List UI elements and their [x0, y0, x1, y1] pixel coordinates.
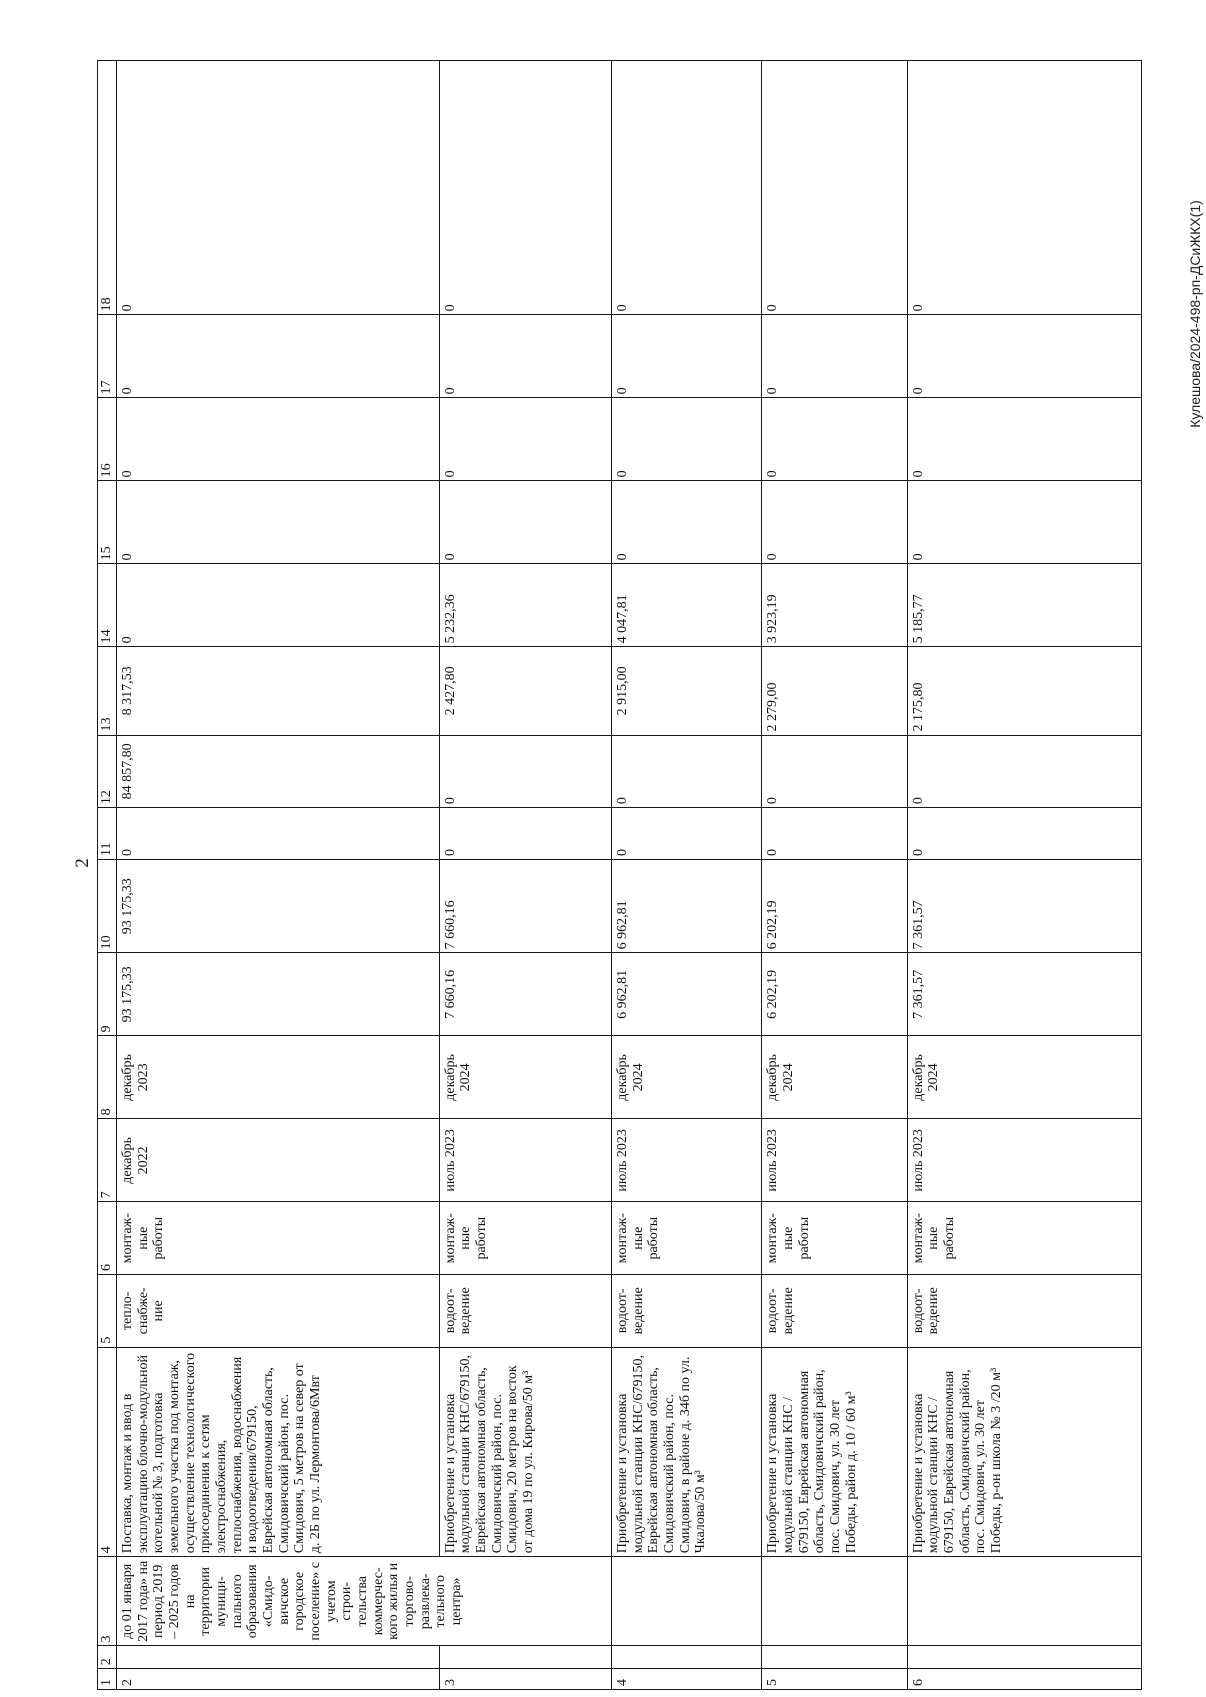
- cell-c10: 7 361,57: [907, 860, 1141, 953]
- column-number: 13: [98, 647, 117, 735]
- column-number: 12: [98, 735, 117, 808]
- cell-work-type: монтаж-ные работы: [907, 1202, 1141, 1275]
- cell-start-date: июль 2023: [439, 1119, 611, 1202]
- cell-c15: 0: [117, 481, 440, 564]
- cell-c14: 5 232,36: [439, 564, 611, 647]
- cell-row-number: 3: [439, 1669, 611, 1690]
- cell-c16: 0: [611, 398, 761, 481]
- cell-row-number: 2: [117, 1669, 440, 1690]
- cell-program-name: до 01 января 2017 года» на период 2019 – 2025 годов на территории муници-пального образования «Смидо-вичское городское поселение» с учетом строи-тельства коммерчес-кого жилья и торгово-развлека-тельного центра»: [117, 1557, 612, 1646]
- cell-c2: [117, 1646, 440, 1669]
- cell-c11: 0: [439, 808, 611, 860]
- cell-c18: 0: [611, 61, 761, 315]
- cell-c14: 4 047,81: [611, 564, 761, 647]
- cell-c14: 0: [117, 564, 440, 647]
- column-number-row: [98, 61, 117, 1690]
- cell-end-date: декабрь 2024: [907, 1036, 1141, 1119]
- cell-c16: 0: [762, 398, 907, 481]
- cell-work-type: монтаж-ные работы: [762, 1202, 907, 1275]
- column-number: 1: [98, 1669, 117, 1690]
- cell-object-description: Приобретение и установка модульной станции КНС / 679150, Еврейская автономная область, Смидовичский район, пос. Смидович, ул. 30 лет Победы, р-он школа № 3 /20 м³: [907, 1347, 1141, 1557]
- cell-c10: 6 202,19: [762, 860, 907, 953]
- cell-object-description: Приобретение и установка модульной станции КНС/679150, Еврейская автономная область, Смидовичский район, пос. Смидович, в районе д. 34б по ул. Чкалова/50 м³: [611, 1347, 761, 1557]
- table-row: [762, 61, 907, 1690]
- cell-c9: 6 962,81: [611, 953, 761, 1036]
- cell-c15: 0: [611, 481, 761, 564]
- cell-resource-type: водоот-ведение: [907, 1275, 1141, 1348]
- cell-c9: 6 202,19: [762, 953, 907, 1036]
- cell-resource-type: водоот-ведение: [611, 1275, 761, 1348]
- column-number: 7: [98, 1119, 117, 1202]
- cell-c18: 0: [762, 61, 907, 315]
- column-number: 2: [98, 1646, 117, 1669]
- cell-c11: 0: [117, 808, 440, 860]
- cell-c16: 0: [907, 398, 1141, 481]
- cell-work-type: монтаж-ные работы: [611, 1202, 761, 1275]
- column-number: 17: [98, 315, 117, 398]
- cell-c17: 0: [907, 315, 1141, 398]
- cell-c12: 0: [611, 735, 761, 808]
- column-number: 18: [98, 61, 117, 315]
- cell-c12: 0: [762, 735, 907, 808]
- cell-c17: 0: [117, 315, 440, 398]
- document-code: Кулешова/2024-498-рп-ДСиЖКХ(1): [1187, 200, 1203, 428]
- cell-c13: 2 279,00: [762, 647, 907, 735]
- cell-c2: [439, 1646, 611, 1669]
- cell-start-date: июль 2023: [907, 1119, 1141, 1202]
- cell-c2: [611, 1646, 761, 1669]
- cell-c18: 0: [117, 61, 440, 315]
- cell-end-date: декабрь 2024: [439, 1036, 611, 1119]
- cell-row-number: 4: [611, 1669, 761, 1690]
- cell-row-number: 6: [907, 1669, 1141, 1690]
- cell-start-date: декабрь 2022: [117, 1119, 440, 1202]
- cell-c12: 0: [439, 735, 611, 808]
- cell-c11: 0: [907, 808, 1141, 860]
- cell-c13: 2 175,80: [907, 647, 1141, 735]
- cell-c9: 7 361,57: [907, 953, 1141, 1036]
- cell-c17: 0: [611, 315, 761, 398]
- column-number: 16: [98, 398, 117, 481]
- cell-c15: 0: [907, 481, 1141, 564]
- cell-c16: 0: [117, 398, 440, 481]
- cell-c13: 2 915,00: [611, 647, 761, 735]
- cell-c12: 0: [907, 735, 1141, 808]
- cell-end-date: декабрь 2024: [611, 1036, 761, 1119]
- cell-c17: 0: [762, 315, 907, 398]
- cell-c15: 0: [439, 481, 611, 564]
- column-number: 9: [98, 953, 117, 1036]
- cell-program-name: [907, 1557, 1141, 1646]
- cell-c16: 0: [439, 398, 611, 481]
- cell-end-date: декабрь 2023: [117, 1036, 440, 1119]
- table-row: [117, 61, 440, 1690]
- column-number: 10: [98, 860, 117, 953]
- cell-c14: 5 185,77: [907, 564, 1141, 647]
- cell-end-date: декабрь 2024: [762, 1036, 907, 1119]
- cell-c10: 6 962,81: [611, 860, 761, 953]
- column-number: 5: [98, 1275, 117, 1348]
- cell-c9: 7 660,16: [439, 953, 611, 1036]
- column-number: 11: [98, 808, 117, 860]
- cell-c12: 84 857,80: [117, 735, 440, 808]
- cell-c11: 0: [762, 808, 907, 860]
- cell-c17: 0: [439, 315, 611, 398]
- program-table: [97, 60, 1142, 1690]
- cell-c13: 2 427,80: [439, 647, 611, 735]
- cell-c13: 8 317,53: [117, 647, 440, 735]
- column-number: 15: [98, 481, 117, 564]
- cell-c15: 0: [762, 481, 907, 564]
- cell-c10: 7 660,16: [439, 860, 611, 953]
- cell-c9: 93 175,33: [117, 953, 440, 1036]
- cell-object-description: Поставка, монтаж и ввод в эксплуатацию блочно-модульной котельной № 3, подготовка земельного участка под монтаж, осуществление технологического присоединения к сетям электроснабжения, теплоснабжения, водоснабжения и водоотведения/679150, Еврейская автономная область, Смидовичский район, пос. Смидович, 5 метров на север от д. 2Б по ул. Лермонтова/6Мвт: [117, 1347, 440, 1557]
- cell-c11: 0: [611, 808, 761, 860]
- column-number: 4: [98, 1347, 117, 1557]
- cell-work-type: монтаж-ные работы: [117, 1202, 440, 1275]
- cell-c10: 93 175,33: [117, 860, 440, 953]
- table-row: [611, 61, 761, 1690]
- cell-row-number: 5: [762, 1669, 907, 1690]
- cell-object-description: Приобретение и установка модульной станции КНС / 679150, Еврейская автономная область, Смидовичский район, пос. Смидович, ул. 30 лет Победы, район д. 10 / 60 м³: [762, 1347, 907, 1557]
- cell-start-date: июль 2023: [762, 1119, 907, 1202]
- column-number: 8: [98, 1036, 117, 1119]
- cell-program-name: [762, 1557, 907, 1646]
- column-number: 14: [98, 564, 117, 647]
- cell-program-name: [611, 1557, 761, 1646]
- cell-resource-type: водоот-ведение: [439, 1275, 611, 1348]
- column-number: 3: [98, 1557, 117, 1646]
- cell-c2: [907, 1646, 1141, 1669]
- cell-resource-type: водоот-ведение: [762, 1275, 907, 1348]
- table-row: [907, 61, 1141, 1690]
- cell-c18: 0: [907, 61, 1141, 315]
- column-number: 6: [98, 1202, 117, 1275]
- cell-work-type: монтаж-ные работы: [439, 1202, 611, 1275]
- cell-c2: [762, 1646, 907, 1669]
- cell-start-date: июль 2023: [611, 1119, 761, 1202]
- cell-c18: 0: [439, 61, 611, 315]
- table-row: [439, 61, 611, 1690]
- rotated-table-frame: [97, 60, 1142, 1690]
- cell-object-description: Приобретение и установка модульной станции КНС/679150, Еврейская автономная область, Смидовичский район, пос. Смидович, 20 метров на восток от дома 19 по ул. Кирова/50 м³: [439, 1347, 611, 1557]
- cell-c14: 3 923,19: [762, 564, 907, 647]
- page-number: 2: [72, 858, 93, 868]
- cell-resource-type: тепло-снабже-ние: [117, 1275, 440, 1348]
